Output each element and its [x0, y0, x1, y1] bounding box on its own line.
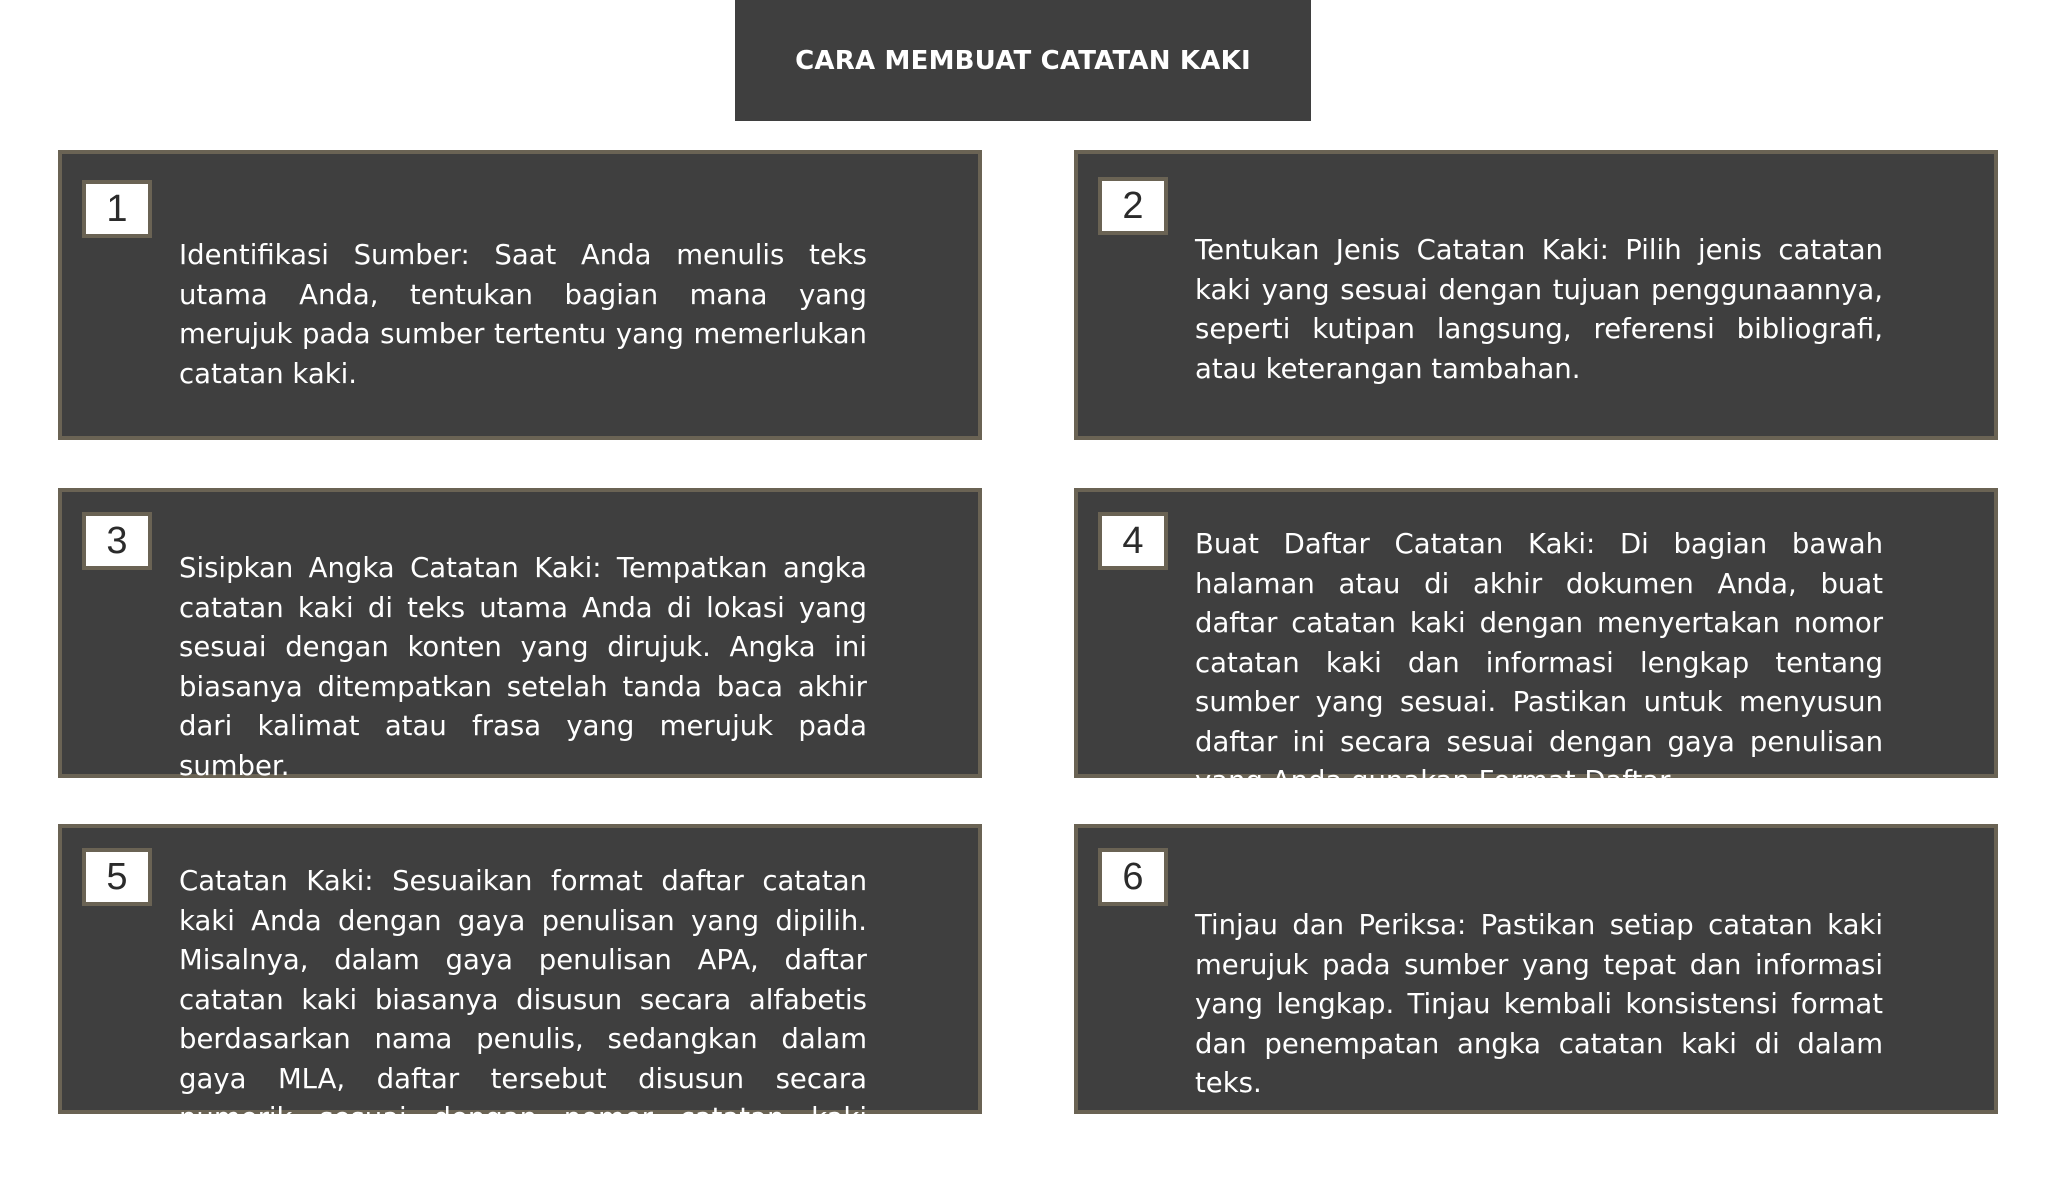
- step-text: Buat Daftar Catatan Kaki: Di bagian bawah halaman atau di akhir dokumen Anda, buat daftar catatan kaki dengan menyertakan nomor catatan kaki dan informasi lengkap tentang sumber yang sesuai. Pastikan untuk menyusun daftar ini secara sesuai dengan gaya penulisan yang Anda gunakan.Format Daftar: [1195, 528, 1883, 797]
- step-card-3: [58, 488, 982, 782]
- step-number: 2: [1122, 184, 1144, 227]
- step-number: 4: [1122, 519, 1144, 562]
- step-card-6: [1074, 824, 1998, 1114]
- step-number: 6: [1122, 855, 1144, 898]
- step-number: 1: [106, 187, 128, 230]
- step-number-box: [1098, 848, 1168, 906]
- step-number: 5: [106, 855, 128, 898]
- step-number-box: [1098, 177, 1168, 235]
- step-card-2: [1074, 150, 1998, 440]
- step-card-1: [58, 150, 982, 440]
- step-text: Tentukan Jenis Catatan Kaki: Pilih jenis catatan kaki yang sesuai dengan tujuan penggunaannya, seperti kutipan langsung, referensi bibliografi, atau keterangan tambahan.: [1195, 234, 1883, 385]
- step-text: Catatan Kaki: Sesuaikan format daftar catatan kaki Anda dengan gaya penulisan yang dipilih. Misalnya, dalam gaya penulisan APA, daftar catatan kaki biasanya disusun secara alfabetis berdasarkan nama penulis, sedangkan dalam gaya MLA, daftar tersebut disusun secara numerik sesuai dengan nomor catatan kaki dalam teks.: [179, 865, 867, 1174]
- title-banner: [735, 0, 1311, 121]
- step-number-box: [1098, 512, 1168, 570]
- step-text: Identifikasi Sumber: Saat Anda menulis teks utama Anda, tentukan bagian mana yang merujuk pada sumber tertentu yang memerlukan catatan kaki.: [179, 239, 867, 390]
- step-number-box: [82, 848, 152, 906]
- step-number-box: [82, 180, 152, 238]
- slide-title: CARA MEMBUAT CATATAN KAKI: [795, 45, 1251, 76]
- step-text: Sisipkan Angka Catatan Kaki: Tempatkan angka catatan kaki di teks utama Anda di lokasi yang sesuai dengan konten yang dirujuk. Angka ini biasanya ditempatkan setelah tanda baca akhir dari kalimat atau frasa yang merujuk pada sumber.: [179, 552, 867, 782]
- step-text: Tinjau dan Periksa: Pastikan setiap catatan kaki merujuk pada sumber yang tepat dan informasi yang lengkap. Tinjau kembali konsistensi format dan penempatan angka catatan kaki di dalam teks.: [1195, 909, 1883, 1099]
- step-number: 3: [106, 519, 128, 562]
- step-card-4: [1074, 488, 1998, 797]
- step-number-box: [82, 512, 152, 570]
- step-card-5: [58, 824, 982, 1174]
